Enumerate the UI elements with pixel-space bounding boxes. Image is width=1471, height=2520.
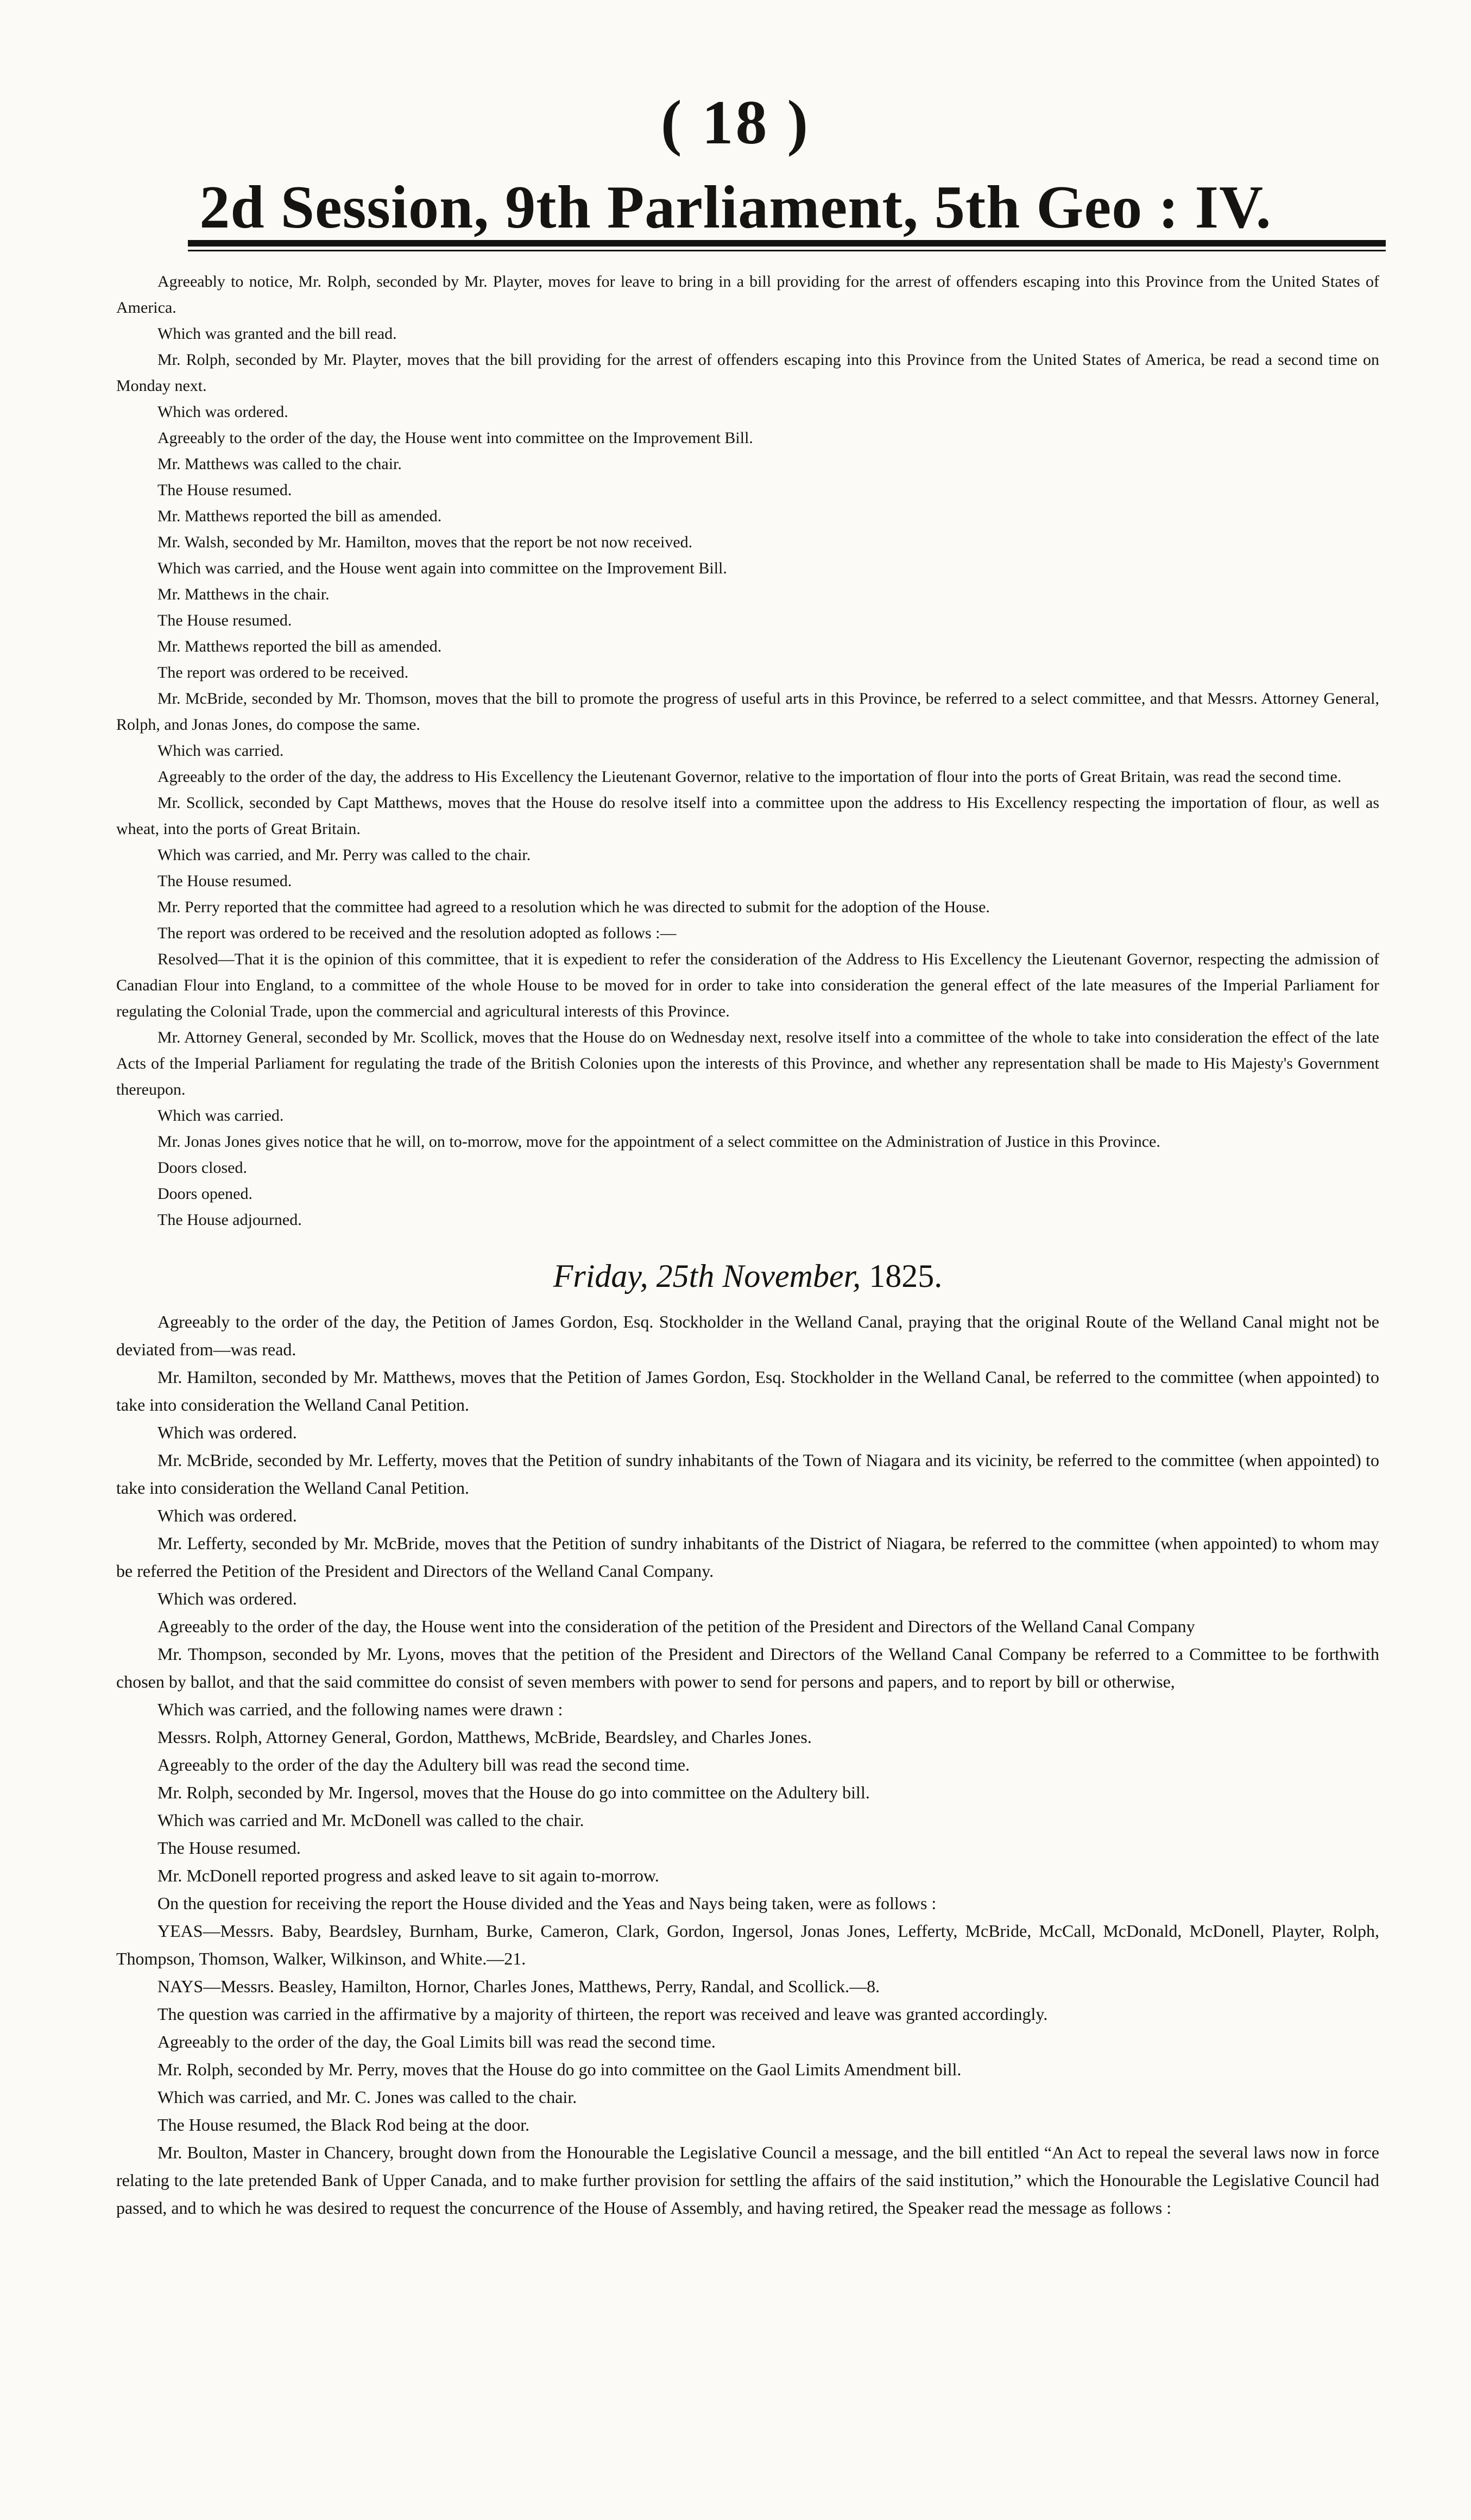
- paragraph: The House resumed.: [157, 872, 292, 890]
- paragraph: Mr. Attorney General, seconded by Mr. Scollick, moves that the House do on Wednesday next, resolve itself into a committee of the whole to take into consideration the effect of the late Acts of the Imperial Parliament for regulating the trade of the British Colonies upon the interests of this Province, and whether any representation shall be made to His Majesty's Government thereupon.: [116, 1028, 1379, 1098]
- paragraph: Mr. Rolph, seconded by Mr. Playter, moves that the bill providing for the arrest of offenders escaping into this Province from the United States of America, be read a second time on Monday next.: [116, 351, 1379, 395]
- paragraph: Mr. Scollick, seconded by Capt Matthews, moves that the House do resolve itself into a committee upon the address to His Excellency respecting the importation of flour, as well as wheat, into the ports of Great Britain.: [116, 794, 1379, 838]
- paragraph: Mr. Walsh, seconded by Mr. Hamilton, moves that the report be not now received.: [157, 533, 693, 551]
- paragraph: Mr. Perry reported that the committee had agreed to a resolution which he was directed to submit for the adoption of the House.: [157, 898, 990, 916]
- paragraph: YEAS—Messrs. Baby, Beardsley, Burnham, Burke, Cameron, Clark, Gordon, Ingersol, Jonas Jones, Lefferty, McBride, McCall, McDonald, McDonell, Playter, Rolph, Thompson, Thomson, Walker, Wilkinson, and White.—21.: [116, 1921, 1379, 1968]
- title-rule-thick: [188, 240, 1386, 247]
- paragraph: Mr. Boulton, Master in Chancery, brought down from the Honourable the Legislative Council a message, and the bill entitled “An Act to repeal the several laws now in force relating to the late pretended Bank of Upper Canada, and to make further provision for settling the affairs of the said institution,” which the Honourable the Legislative Council had passed, and to which he was desired to request the concurrence of the House of Assembly, and having retired, the Speaker read the message as follows :: [116, 2143, 1379, 2218]
- proceedings-section-2: [116, 1308, 1379, 2222]
- journal-body: [116, 269, 1379, 2222]
- paragraph: Mr. Hamilton, seconded by Mr. Matthews, moves that the Petition of James Gordon, Esq. Stockholder in the Welland Canal, be referred to the committee (when appointed) to take into consideration the Welland Canal Petition.: [116, 1367, 1379, 1414]
- paragraph: Agreeably to the order of the day, the Goal Limits bill was read the second time.: [157, 2032, 716, 2051]
- paragraph: Which was ordered.: [157, 1589, 297, 1608]
- paragraph: Which was carried.: [157, 742, 284, 760]
- paragraph: The House adjourned.: [157, 1211, 302, 1229]
- paragraph: Which was carried, and Mr. C. Jones was called to the chair.: [157, 2087, 577, 2107]
- paragraph: Which was granted and the bill read.: [157, 325, 397, 343]
- paragraph: Which was carried, and Mr. Perry was called to the chair.: [157, 846, 531, 864]
- paragraph: Mr. Jonas Jones gives notice that he will, on to-morrow, move for the appointment of a select committee on the Administration of Justice in this Province.: [157, 1133, 1160, 1151]
- paragraph: Agreeably to the order of the day, the House went into the consideration of the petition of the President and Directors of the Welland Canal Company: [157, 1616, 1195, 1636]
- paragraph: The House resumed, the Black Rod being at the door.: [157, 2115, 530, 2134]
- paragraph: Mr. Matthews reported the bill as amended.: [157, 507, 442, 525]
- paragraph: The report was ordered to be received.: [157, 664, 409, 681]
- paragraph: NAYS—Messrs. Beasley, Hamilton, Hornor, Charles Jones, Matthews, Perry, Randal, and Scollick.—8.: [157, 1976, 880, 1996]
- paragraph: Mr. McDonell reported progress and asked leave to sit again to-morrow.: [157, 1866, 659, 1885]
- paragraph: Which was carried and Mr. McDonell was called to the chair.: [157, 1810, 584, 1830]
- paragraph: Mr. Matthews was called to the chair.: [157, 455, 402, 473]
- paragraph: Doors opened.: [157, 1185, 252, 1203]
- paragraph: Mr. Matthews reported the bill as amended.: [157, 637, 442, 655]
- paragraph: Which was ordered.: [157, 1423, 297, 1442]
- paragraph: Messrs. Rolph, Attorney General, Gordon, Matthews, McBride, Beardsley, and Charles Jones.: [157, 1727, 812, 1747]
- paragraph: Which was carried, and the following names were drawn :: [157, 1700, 563, 1719]
- title-rule-thin: [188, 250, 1386, 251]
- paragraph: The House resumed.: [157, 1838, 301, 1858]
- paragraph: Which was ordered.: [157, 1506, 297, 1525]
- paragraph: Agreeably to notice, Mr. Rolph, seconded by Mr. Playter, moves for leave to bring in a bill providing for the arrest of offenders escaping into this Province from the United States of America.: [116, 273, 1379, 317]
- paragraph: Mr. Thompson, seconded by Mr. Lyons, moves that the petition of the President and Directors of the Welland Canal Company be referred to a Committee to be forthwith chosen by ballot, and that the said committee do consist of seven members with power to send for persons and papers, and to report by bill or otherwise,: [116, 1644, 1379, 1691]
- paragraph: The report was ordered to be received and the resolution adopted as follows :—: [157, 924, 677, 942]
- page-title: 2d Session, 9th Parliament, 5th Geo : IV.: [199, 174, 1272, 241]
- paragraph: The House resumed.: [157, 611, 292, 629]
- paragraph: Agreeably to the order of the day, the address to His Excellency the Lieutenant Governor, relative to the importation of flour into the ports of Great Britain, was read the second time.: [157, 768, 1342, 786]
- paragraph: On the question for receiving the report the House divided and the Yeas and Nays being taken, were as follows :: [157, 1893, 937, 1913]
- paragraph: Mr. Matthews in the chair.: [157, 585, 330, 603]
- paragraph: Mr. Lefferty, seconded by Mr. McBride, moves that the Petition of sundry inhabitants of the District of Niagara, be referred to the committee (when appointed) to whom may be referred the Petition of the President and Directors of the Welland Canal Company.: [116, 1533, 1379, 1581]
- paragraph: Which was ordered.: [157, 403, 288, 421]
- paragraph: Agreeably to the order of the day, the House went into committee on the Improvement Bill.: [157, 429, 753, 447]
- date-heading: [116, 1256, 1379, 1296]
- paragraph: Agreeably to the order of the day the Adultery bill was read the second time.: [157, 1755, 690, 1774]
- paragraph: Mr. McBride, seconded by Mr. Lefferty, moves that the Petition of sundry inhabitants of the Town of Niagara and its vicinity, be referred to the committee (when appointed) to take into consideration the Welland Canal Petition.: [116, 1450, 1379, 1498]
- page-number: ( 18 ): [660, 88, 811, 157]
- date-heading-year: 1825.: [869, 1258, 943, 1294]
- paragraph: Mr. Rolph, seconded by Mr. Ingersol, moves that the House do go into committee on the Adultery bill.: [157, 1783, 870, 1802]
- paragraph: Which was carried.: [157, 1107, 284, 1125]
- paragraph: The question was carried in the affirmative by a majority of thirteen, the report was received and leave was granted accordingly.: [157, 2004, 1048, 2024]
- paragraph: Mr. McBride, seconded by Mr. Thomson, moves that the bill to promote the progress of useful arts in this Province, be referred to a select committee, and that Messrs. Attorney General, Rolph, and Jonas Jones, do compose the same.: [116, 690, 1379, 734]
- paragraph: Mr. Rolph, seconded by Mr. Perry, moves that the House do go into committee on the Gaol Limits Amendment bill.: [157, 2060, 962, 2079]
- paragraph: The House resumed.: [157, 481, 292, 499]
- paragraph: Agreeably to the order of the day, the Petition of James Gordon, Esq. Stockholder in the Welland Canal, praying that the original Route of the Welland Canal might not be deviated from—was read.: [116, 1312, 1379, 1359]
- paragraph: Which was carried, and the House went again into committee on the Improvement Bill.: [157, 559, 727, 577]
- paragraph: Resolved—That it is the opinion of this committee, that it is expedient to refer the consideration of the Address to His Excellency the Lieutenant Governor, respecting the admission of Canadian Flour into England, to a committee of the whole House to be moved for in order to take into consideration the general effect of the late measures of the Imperial Parliament for regulating the Colonial Trade, upon the commercial and agricultural interests of this Province.: [116, 950, 1379, 1020]
- date-heading-text: Friday, 25th November,: [553, 1258, 861, 1294]
- paragraph: Doors closed.: [157, 1159, 247, 1177]
- proceedings-section-1: [116, 269, 1379, 1233]
